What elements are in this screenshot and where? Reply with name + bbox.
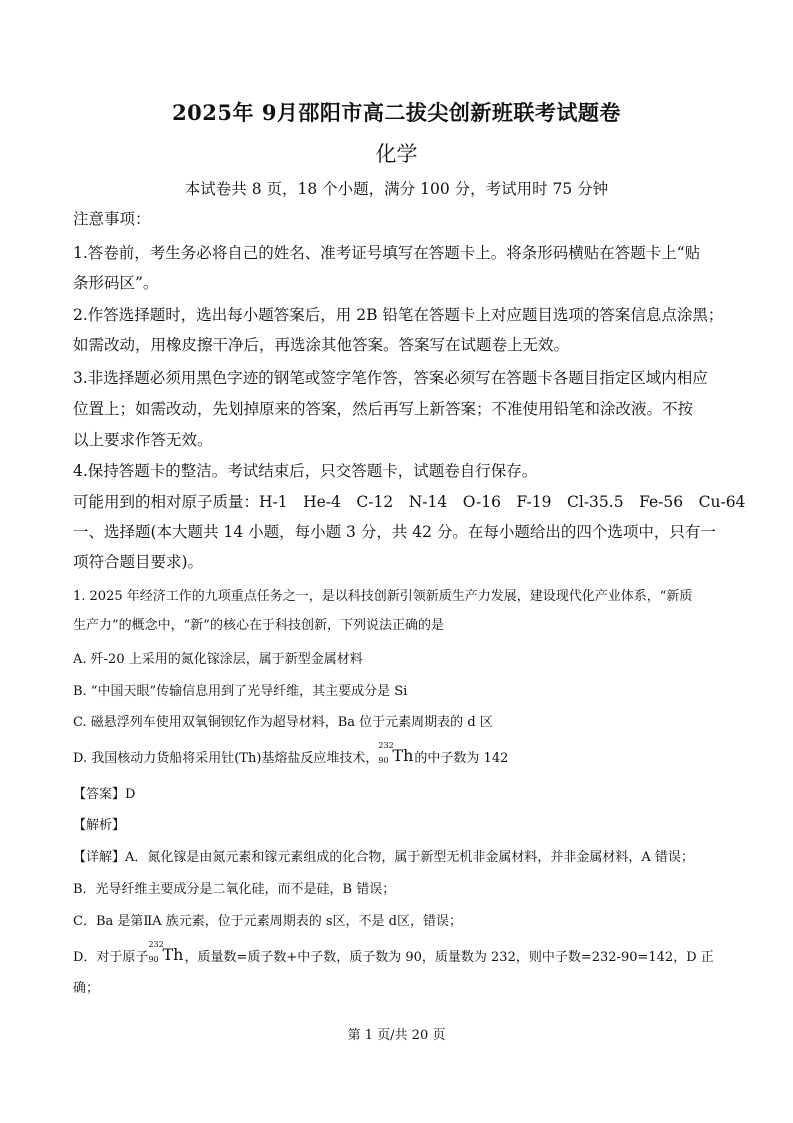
- element-symbol: Th: [392, 746, 414, 765]
- notice-line: 3.非选择题必须用黑色字迹的钢笔或签字笔作答，答案必须写在答题卡各题目指定区域内相应: [73, 369, 708, 387]
- exam-info: 本试卷共 8 页，18 个小题，满分 100 分，考试用时 75 分钟: [184, 180, 609, 198]
- notice-line: 位置上；如需改动，先划掉原来的答案，然后再写上新答案；不准使用铅笔和涂改液。不按: [73, 400, 694, 418]
- mass-number: 232: [148, 940, 164, 949]
- thorium-nuclide: [378, 741, 414, 766]
- analysis-label: 【解析】: [73, 818, 126, 833]
- notice-line: 以上要求作答无效。: [73, 431, 213, 449]
- thorium-nuclide: [148, 940, 184, 965]
- detail-line: C．Ba 是第ⅡA 族元素，位于元素周期表的 s区，不是 d区，错误；: [73, 914, 462, 929]
- answer-label: 【答案】D: [73, 787, 136, 802]
- notice-heading: 注意事项：: [73, 210, 151, 228]
- section-heading: 一、选择题(本大题共 14 小题，每小题 3 分，共 42 分。在每小题给出的四个选项中，只有一: [73, 523, 716, 541]
- page-footer: 第 1 页/共 20 页: [347, 1028, 446, 1043]
- subject-title: 化学: [375, 142, 418, 166]
- detail-d-text-end: ，质量数=质子数+中子数，质子数为 90，质量数为 232，则中子数=232-90=142，D 正: [184, 950, 714, 965]
- atomic-number: 90: [148, 955, 159, 964]
- exam-title: 2025年 9月邵阳市高二拔尖创新班联考试题卷: [172, 100, 621, 125]
- option-d-text-end: 的中子数为 142: [414, 751, 509, 766]
- option-b: B. “中国天眼”传输信息用到了光导纤维，其主要成分是 Si: [73, 684, 408, 699]
- atomic-number: 90: [378, 756, 389, 765]
- detail-line: 确；: [73, 981, 100, 996]
- notice-line: 4.保持答题卡的整洁。考试结束后，只交答题卡，试题卷自行保存。: [73, 462, 538, 480]
- notice-line: 条形码区”。: [73, 274, 159, 292]
- option-d: [73, 741, 509, 766]
- detail-line: B．光导纤维主要成分是二氧化硅，而不是硅，B 错误；: [73, 882, 396, 897]
- notice-line: 2.作答选择题时，选出每小题答案后，用 2B 铅笔在答题卡上对应题目选项的答案信息点涂黑；: [73, 306, 724, 324]
- option-c: C. 磁悬浮列车使用双氧铜钡钇作为超导材料，Ba 位于元素周期表的 d 区: [73, 715, 493, 730]
- option-a: A. 歼-20 上采用的氮化镓涂层，属于新型金属材料: [73, 652, 363, 667]
- section-heading-cont: 项符合题目要求)。: [73, 553, 204, 571]
- element-symbol: Th: [162, 945, 184, 964]
- mass-number: 232: [378, 741, 394, 750]
- detail-line: 【详解】A．氮化镓是由氮元素和镓元素组成的化合物，属于新型无机非金属材料，并非金属材料，A 错误；: [73, 850, 694, 865]
- question-stem: 生产力”的概念中，“新”的核心在于科技创新，下列说法正确的是: [73, 618, 444, 633]
- question-stem: 1. 2025 年经济工作的九项重点任务之一，是以科技创新引领新质生产力发展，建设现代化产业体系，“新质: [73, 589, 693, 604]
- detail-d-text: D．对于原子: [73, 950, 149, 965]
- atomic-masses: 可能用到的相对原子质量：H-1 He-4 C-12 N-14 O-16 F-19 Cl-35.5 Fe-56 Cu-64: [73, 493, 746, 511]
- notice-line: 1.答卷前，考生务必将自己的姓名、准考证号填写在答题卡上。将条形码横贴在答题卡上“贴: [73, 244, 701, 262]
- notice-line: 如需改动，用橡皮擦干净后，再选涂其他答案。答案写在试题卷上无效。: [73, 336, 570, 354]
- detail-line: [73, 940, 714, 965]
- option-d-text: D. 我国核动力货船将采用钍(Th)基熔盐反应堆技术，: [73, 751, 379, 766]
